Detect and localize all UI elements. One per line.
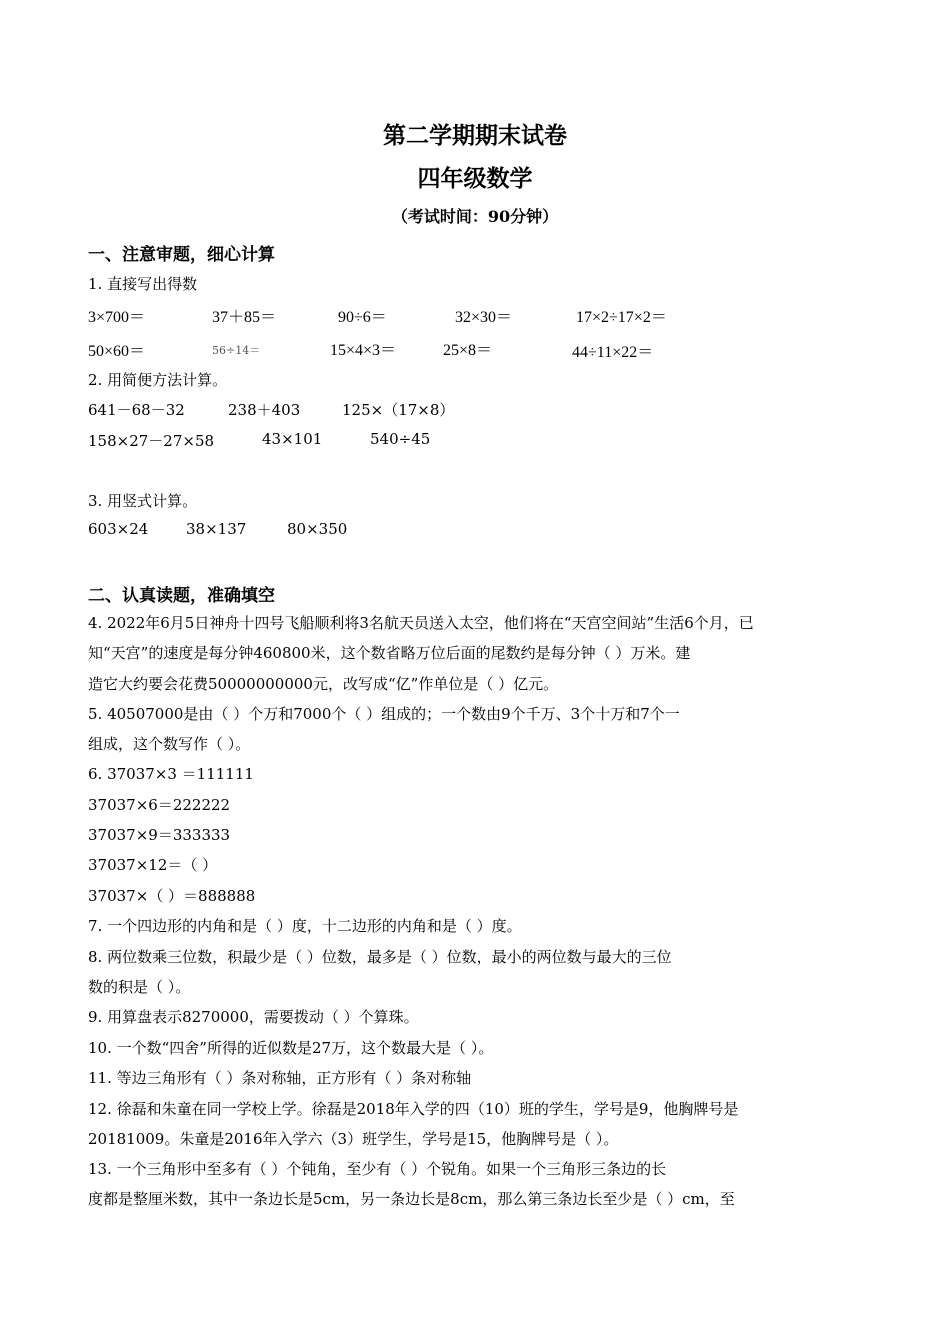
q1-item: 90÷6＝ (338, 309, 387, 326)
text-line: 37037×12＝（ ） (88, 856, 218, 874)
text-line: 11. 等边三角形有（ ）条对称轴，正方形有（ ）条对称轴 (88, 1069, 472, 1087)
q1-item: 15×4×3＝ (330, 342, 397, 359)
q1-label: 1. 直接写出得数 (88, 275, 198, 293)
text-line: 5. 40507000是由（ ）个万和7000个（ ）组成的；一个数由9个千万、3个十万和7个一 (88, 705, 680, 723)
q2-label: 2. 用简便方法计算。 (88, 371, 228, 389)
q2-item: 43×101 (262, 430, 323, 448)
text-line: 10. 一个数“四舍”所得的近似数是27万，这个数最大是（ ）。 (88, 1039, 494, 1057)
text-line: 数的积是（ ）。 (88, 978, 191, 996)
text-line: 7. 一个四边形的内角和是（ ）度，十二边形的内角和是（ ）度。 (88, 917, 522, 935)
section-1-heading: 一、注意审题，细心计算 (88, 245, 275, 265)
text-line: 20181009。朱童是2016年入学六（3）班学生，学号是15，他胸牌号是（ ）。 (88, 1130, 619, 1148)
q1-item: 32×30＝ (455, 309, 513, 326)
text-line: 度都是整厘米数，其中一条边长是5cm，另一条边长是8cm，那么第三条边长至少是（ ）cm，至 (88, 1190, 735, 1208)
exam-title: 第二学期期末试卷 (383, 122, 567, 149)
q1-item: 3×700＝ (88, 309, 146, 326)
text-line: 造它大约要会花费50000000000元，改写成“亿”作单位是（ ）亿元。 (88, 675, 559, 693)
section-2-heading: 二、认真读题，准确填空 (88, 586, 275, 606)
text-line: 37037×6＝222222 (88, 796, 231, 814)
text-line: 8. 两位数乘三位数，积最少是（ ）位数，最多是（ ）位数，最小的两位数与最大的三位 (88, 948, 672, 966)
q3-item: 38×137 (186, 520, 247, 538)
text-line: 组成，这个数写作（ ）。 (88, 735, 251, 753)
q1-item: 44÷11×22＝ (572, 344, 654, 361)
q2-item: 540÷45 (370, 430, 431, 448)
text-line: 12. 徐磊和朱童在同一学校上学。徐磊是2018年入学的四（10）班的学生，学号是9，他胸牌号是 (88, 1100, 739, 1118)
q2-item: 641－68－32 (88, 401, 185, 419)
q1-item: 56÷14＝ (212, 344, 261, 357)
q3-item: 80×350 (287, 520, 348, 538)
q3-label: 3. 用竖式计算。 (88, 492, 198, 510)
q1-item: 50×60＝ (88, 343, 146, 360)
text-line: 37037×9＝333333 (88, 826, 231, 844)
text-line: 9. 用算盘表示8270000，需要拨动（ ）个算珠。 (88, 1008, 419, 1026)
q1-item: 37＋85＝ (212, 309, 277, 326)
text-line: 4. 2022年6月5日神舟十四号飞船顺利将3名航天员送入太空，他们将在“天宫空间站”生活6个月，已 (88, 614, 754, 632)
q2-item: 238＋403 (228, 401, 301, 419)
q1-item: 25×8＝ (443, 342, 493, 359)
q2-item: 158×27－27×58 (88, 432, 215, 450)
q2-item: 125×（17×8） (342, 401, 455, 419)
text-line: 37037×（ ）＝888888 (88, 887, 256, 905)
text-line: 知“天宫”的速度是每分钟460800米，这个数省略万位后面的尾数约是每分钟（ ）万米。建 (88, 644, 691, 662)
subject-title: 四年级数学 (417, 165, 533, 192)
text-line: 13. 一个三角形中至多有（ ）个钝角，至少有（ ）个锐角。如果一个三角形三条边的长 (88, 1160, 667, 1178)
exam-time-note: （考试时间：90分钟） (391, 207, 559, 226)
q3-item: 603×24 (88, 520, 149, 538)
text-line: 6. 37037×3 ＝111111 (88, 765, 254, 783)
q1-item: 17×2÷17×2＝ (576, 309, 667, 326)
